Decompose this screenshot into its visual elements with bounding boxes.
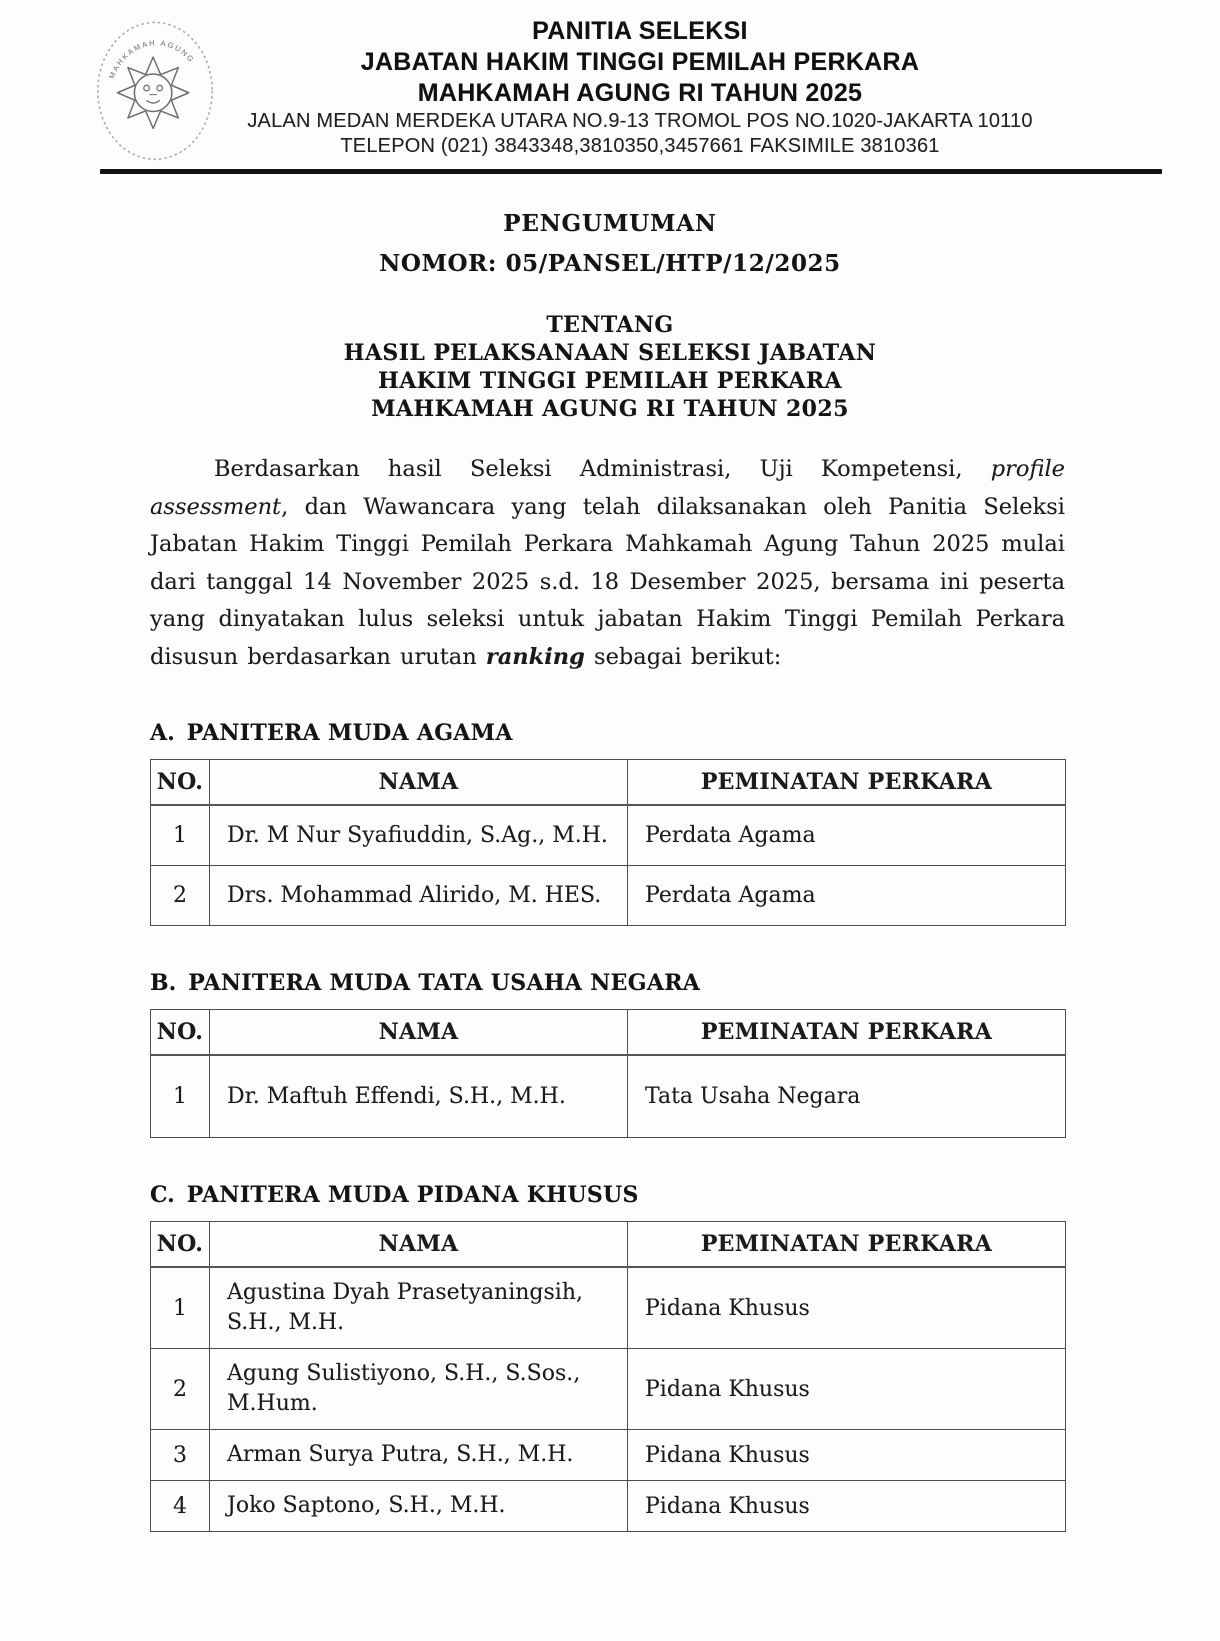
column-header-peminatan: PEMINATAN PERKARA [628, 760, 1066, 806]
announcement-number: NOMOR: 05/PANSEL/HTP/12/2025 [379, 250, 841, 277]
section-b-heading [150, 970, 1065, 996]
letterhead-text [190, 16, 1090, 159]
column-header-peminatan: PEMINATAN PERKARA [628, 1010, 1066, 1056]
paragraph-text: , dan Wawancara yang telah dilaksanakan oleh Panitia Seleksi Jabatan Hakim Tinggi Pemilah Perkara Mahkamah Agung Tahun 2025 mulai dari tanggal 14 November 2025 s.d. 18 Desember 2025, bersama ini peserta yang dinyatakan lulus seleksi untuk jabatan Hakim Tinggi Pemilah Perkara disusun berdasarkan urutan [150, 493, 1065, 670]
column-header-nama: NAMA [210, 760, 628, 806]
letterhead-org-line3: MAHKAMAH AGUNG RI TAHUN 2025 [417, 79, 863, 107]
letterhead-divider [100, 169, 1162, 174]
column-header-nama: NAMA [210, 1010, 628, 1056]
cell-nama: Arman Surya Putra, S.H., M.H. [210, 1430, 628, 1481]
table-panitera-muda-tata-usaha-negara [150, 1009, 1066, 1138]
column-header-peminatan: PEMINATAN PERKARA [628, 1222, 1066, 1268]
table-row [151, 866, 1066, 926]
column-header-no: NO. [151, 760, 210, 806]
cell-peminatan: Pidana Khusus [628, 1267, 1066, 1349]
section-c-title: PANITERA MUDA PIDANA KHUSUS [186, 1182, 639, 1208]
table-header-row [151, 760, 1066, 806]
section-panitera-muda-agama [150, 720, 1065, 926]
letterhead-org-line1: PANITIA SELEKSI [532, 17, 748, 45]
cell-nama: Dr. M Nur Syafiuddin, S.Ag., M.H. [210, 805, 628, 866]
section-b-label: B. [150, 970, 177, 996]
cell-nama: Joko Saptono, S.H., M.H. [210, 1481, 628, 1532]
cell-nama: Agustina Dyah Prasetyaningsih, S.H., M.H. [210, 1267, 628, 1349]
ranking-bold-italic: ranking [485, 643, 585, 670]
cell-no: 3 [151, 1430, 210, 1481]
section-c-label: C. [150, 1182, 175, 1208]
cell-peminatan: Perdata Agama [628, 866, 1066, 926]
announcement-title-block [0, 210, 1220, 277]
cell-no: 2 [151, 866, 210, 926]
table-panitera-muda-agama [150, 759, 1066, 926]
section-panitera-muda-tata-usaha-negara [150, 970, 1065, 1138]
subject-line2: HAKIM TINGGI PEMILAH PERKARA [378, 368, 842, 394]
profile-assessment-italic: profile assessment [150, 456, 1065, 520]
cell-peminatan: Pidana Khusus [628, 1430, 1066, 1481]
document-body [0, 210, 1220, 1532]
cell-no: 2 [151, 1349, 210, 1430]
cell-no: 1 [151, 1055, 210, 1138]
paragraph-text: Berdasarkan hasil Seleksi Administrasi, Uji Kompetensi, [214, 456, 991, 482]
table-row [151, 805, 1066, 866]
paragraph-text: sebagai berikut: [584, 643, 782, 670]
mahkamah-agung-seal-icon [84, 14, 226, 164]
cell-nama: Dr. Maftuh Effendi, S.H., M.H. [210, 1055, 628, 1138]
section-a-heading [150, 720, 1065, 746]
letterhead-address: JALAN MEDAN MERDEKA UTARA NO.9-13 TROMOL POS NO.1020-JAKARTA 10110 [247, 110, 1033, 132]
subject-line1: HASIL PELAKSANAAN SELEKSI JABATAN [343, 340, 877, 366]
section-c-heading [150, 1182, 1065, 1208]
letterhead-phone: TELEPON (021) 3843348,3810350,3457661 FAKSIMILE 3810361 [340, 135, 940, 157]
subject-line3: MAHKAMAH AGUNG RI TAHUN 2025 [371, 396, 849, 422]
section-a-title: PANITERA MUDA AGAMA [186, 720, 513, 746]
letterhead-org-line2: JABATAN HAKIM TINGGI PEMILAH PERKARA [360, 48, 920, 76]
cell-peminatan: Perdata Agama [628, 805, 1066, 866]
cell-peminatan: Pidana Khusus [628, 1481, 1066, 1532]
letterhead [0, 0, 1220, 159]
announcement-subject-block [0, 311, 1220, 423]
cell-no: 1 [151, 805, 210, 866]
svg-text:MAHKAMAH AGUNG: MAHKAMAH AGUNG [107, 38, 197, 81]
section-b-title: PANITERA MUDA TATA USAHA NEGARA [188, 970, 701, 996]
opening-paragraph [150, 451, 1065, 676]
section-panitera-muda-pidana-khusus [150, 1182, 1065, 1532]
table-row [151, 1430, 1066, 1481]
column-header-no: NO. [151, 1222, 210, 1268]
announcement-heading: PENGUMUMAN [503, 210, 717, 237]
table-row [151, 1267, 1066, 1349]
cell-nama: Agung Sulistiyono, S.H., S.Sos., M.Hum. [210, 1349, 628, 1430]
table-header-row [151, 1222, 1066, 1268]
cell-peminatan: Tata Usaha Negara [628, 1055, 1066, 1138]
column-header-no: NO. [151, 1010, 210, 1056]
cell-no: 4 [151, 1481, 210, 1532]
cell-peminatan: Pidana Khusus [628, 1349, 1066, 1430]
column-header-nama: NAMA [210, 1222, 628, 1268]
table-row [151, 1349, 1066, 1430]
table-panitera-muda-pidana-khusus [150, 1221, 1066, 1532]
table-row [151, 1055, 1066, 1138]
table-row [151, 1481, 1066, 1532]
cell-nama: Drs. Mohammad Alirido, M. HES. [210, 866, 628, 926]
section-a-label: A. [150, 720, 175, 746]
cell-no: 1 [151, 1267, 210, 1349]
table-header-row [151, 1010, 1066, 1056]
subject-tentang: TENTANG [546, 312, 674, 338]
